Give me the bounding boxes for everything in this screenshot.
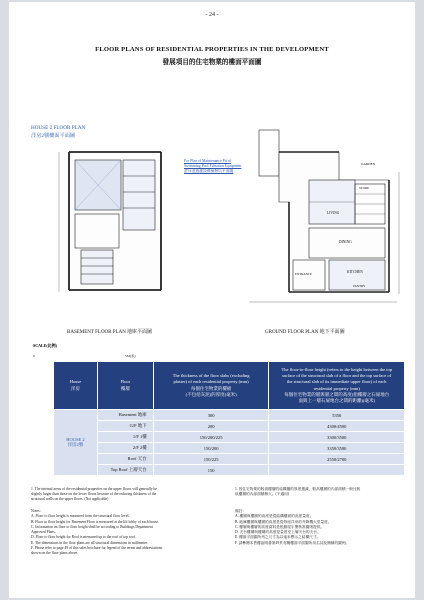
floor-height-table [53,361,405,476]
maintenance-pit-label-line1: For Plan of Maintenance Pit of [184,159,231,163]
page-title-chinese: 發展項目的住宅物業的樓面平面圖 [162,59,262,66]
floor-cell: Roof 天台 [97,454,153,465]
basement-floor-plan-label: BASEMENT FLOOR PLAN 地庫平面圖 [67,330,153,335]
height-cell: 3300/3500 [269,432,405,443]
note-item: A. 樓層與樓層的高度是從結構樓面的高度量度。 [235,514,314,519]
room-label-kitchen: KITCHEN [347,270,363,274]
note-item: D. Floor to floor height for Roof is measured up to the roof of top roof. [31,535,136,540]
note-item: shown on the floor plans above. [31,551,79,556]
notes-title: Notes: [31,509,41,513]
notes-chinese [235,509,349,546]
page-title: FLOOR PLANS OF RESIDENTIAL PROPERTIES IN THE DEVELOPMENT [95,46,329,53]
floor-plan-drawings [9,2,415,347]
note-item: E. 樓面平面圖所列之尺寸為以毫米標示之結構尺寸。 [235,535,321,540]
table-row [54,432,405,443]
ground-floor-plan-drawing [259,130,389,292]
floor-cell: G/F 地下 [97,421,153,432]
notes-title: 備註： [235,509,247,513]
room-label-garden: GARDEN [361,162,376,166]
page-number: - 24 - [205,12,219,18]
room-label-pantry: PANTRY [353,284,366,288]
slab-cell: 150/200/225 [153,432,269,443]
brochure-page [9,2,415,598]
table-row [54,465,405,476]
house-plan-heading: HOUSE 2 FLOOR PLAN [31,125,86,131]
header-slab-thickness: The thickness of the floor slabs (excluding plaster) of each residential property (mm) 每個住宅物業的樓板 (不包括灰泥)的厚度(毫米) [153,362,269,410]
floor-cell: 2/F 2樓 [97,443,153,454]
note-item: B. Floor to floor height for Basement Floor is measured at the lift lobby of each house. [31,519,160,524]
slab-cell: 150 [153,465,269,476]
maintenance-pit-reference-link[interactable] [184,159,241,174]
floor-cell: Basement 地庫 [97,410,153,421]
note-item: D. 天台樓層與樓層的高度是量度至上層天台的天台。 [235,530,321,535]
table-row [54,454,405,465]
footnote-chinese: 1. 因住宅物業的較高樓層的結構牆的厚度遞減，較高樓層的內部面積一般比較 低樓層的內部面積稍大。(不適用) [235,487,361,496]
height-cell: 2550/2700 [269,454,405,465]
room-label-entrance: ENTRANCE [295,272,312,276]
note-item: E. The dimensions in the floor plans are all structural dimensions in millimetre. [31,540,149,545]
floor-cell: 1/F 1樓 [97,432,153,443]
table-row [54,410,405,421]
note-item: F. Please refer to page 49 of this sales brochure for legend of the terms and abbreviations [31,546,163,551]
maintenance-pit-label-chinese: 游泳池過濾設備檢修坑平面圖 [184,169,234,173]
basement-floor-plan-drawing [69,152,161,290]
room-label-living: LIVING [327,211,340,215]
floor-cell: Top Roof 上層天台 [97,465,153,476]
house-plan-heading-chinese: 洋房2號樓面平面圖 [31,133,76,139]
height-cell: 3350/3500 [269,443,405,454]
note-item: Approved Plans. [31,530,56,535]
note-item: B. 地庫樓層與樓層的高度是從每座洋房的升降機大堂量度。 [235,519,332,524]
house-cell: HOUSE 2 洋房2號 [54,410,98,476]
slab-cell: 150/225 [153,454,269,465]
room-label-store: STORE [359,186,370,190]
scale-label: SCALE(比例) [33,343,58,348]
note-item: C. Information on floor to floor height shall be according to Buildings Department [31,524,153,529]
height-cell: 5350 [269,410,405,421]
table-row [54,421,405,432]
slab-cell: 200 [153,421,269,432]
notes-english [31,509,162,557]
footnote-english: 1. The internal areas of the residential properties on the upper floors will generally be slightly larger than those on the lower floors because of the reducing thickness of the structural walls on the upper floors. (Not applicable) [31,487,157,501]
slab-cell: 150/200 [153,443,269,454]
maintenance-pit-label-line2: Swimming Pool Filtration Equipment [184,164,242,168]
ground-floor-plan-label: GROUND FLOOR PLAN 地下平面圖 [265,330,345,335]
note-item: A. Floor to floor height is measured from the structural floor level. [31,514,130,519]
header-house: House 洋房 [54,362,98,410]
room-label-dining: DINING [339,240,352,244]
table-row [54,443,405,454]
height-cell: 4300/4500 [269,421,405,432]
scale-zero: 0 [33,354,35,358]
header-floor-to-floor-height: The floor-to-floor height (refers to the height between the top surface of the structural slab of a floor and the top surface of the structural slab of its immediate upper floor) of each residential property (mm) 每個住宅物業的層與層之間的高度(指樓層之石屎地台 面與上一層石屎地台之間的距離)(毫米) [269,362,405,410]
note-item: C. 樓層與樓層的高度資料是根據屋宇署核准圖則提供。 [235,524,325,529]
header-floor: Floor 樓層 [97,362,153,410]
height-cell [269,465,405,476]
scale-end: 5M(米) [125,354,136,358]
slab-cell: 300 [153,410,269,421]
note-item: F. 請參閱本售樓說明書第49頁有關樓面平面圖所用名詞及簡稱的圖例。 [235,540,350,545]
